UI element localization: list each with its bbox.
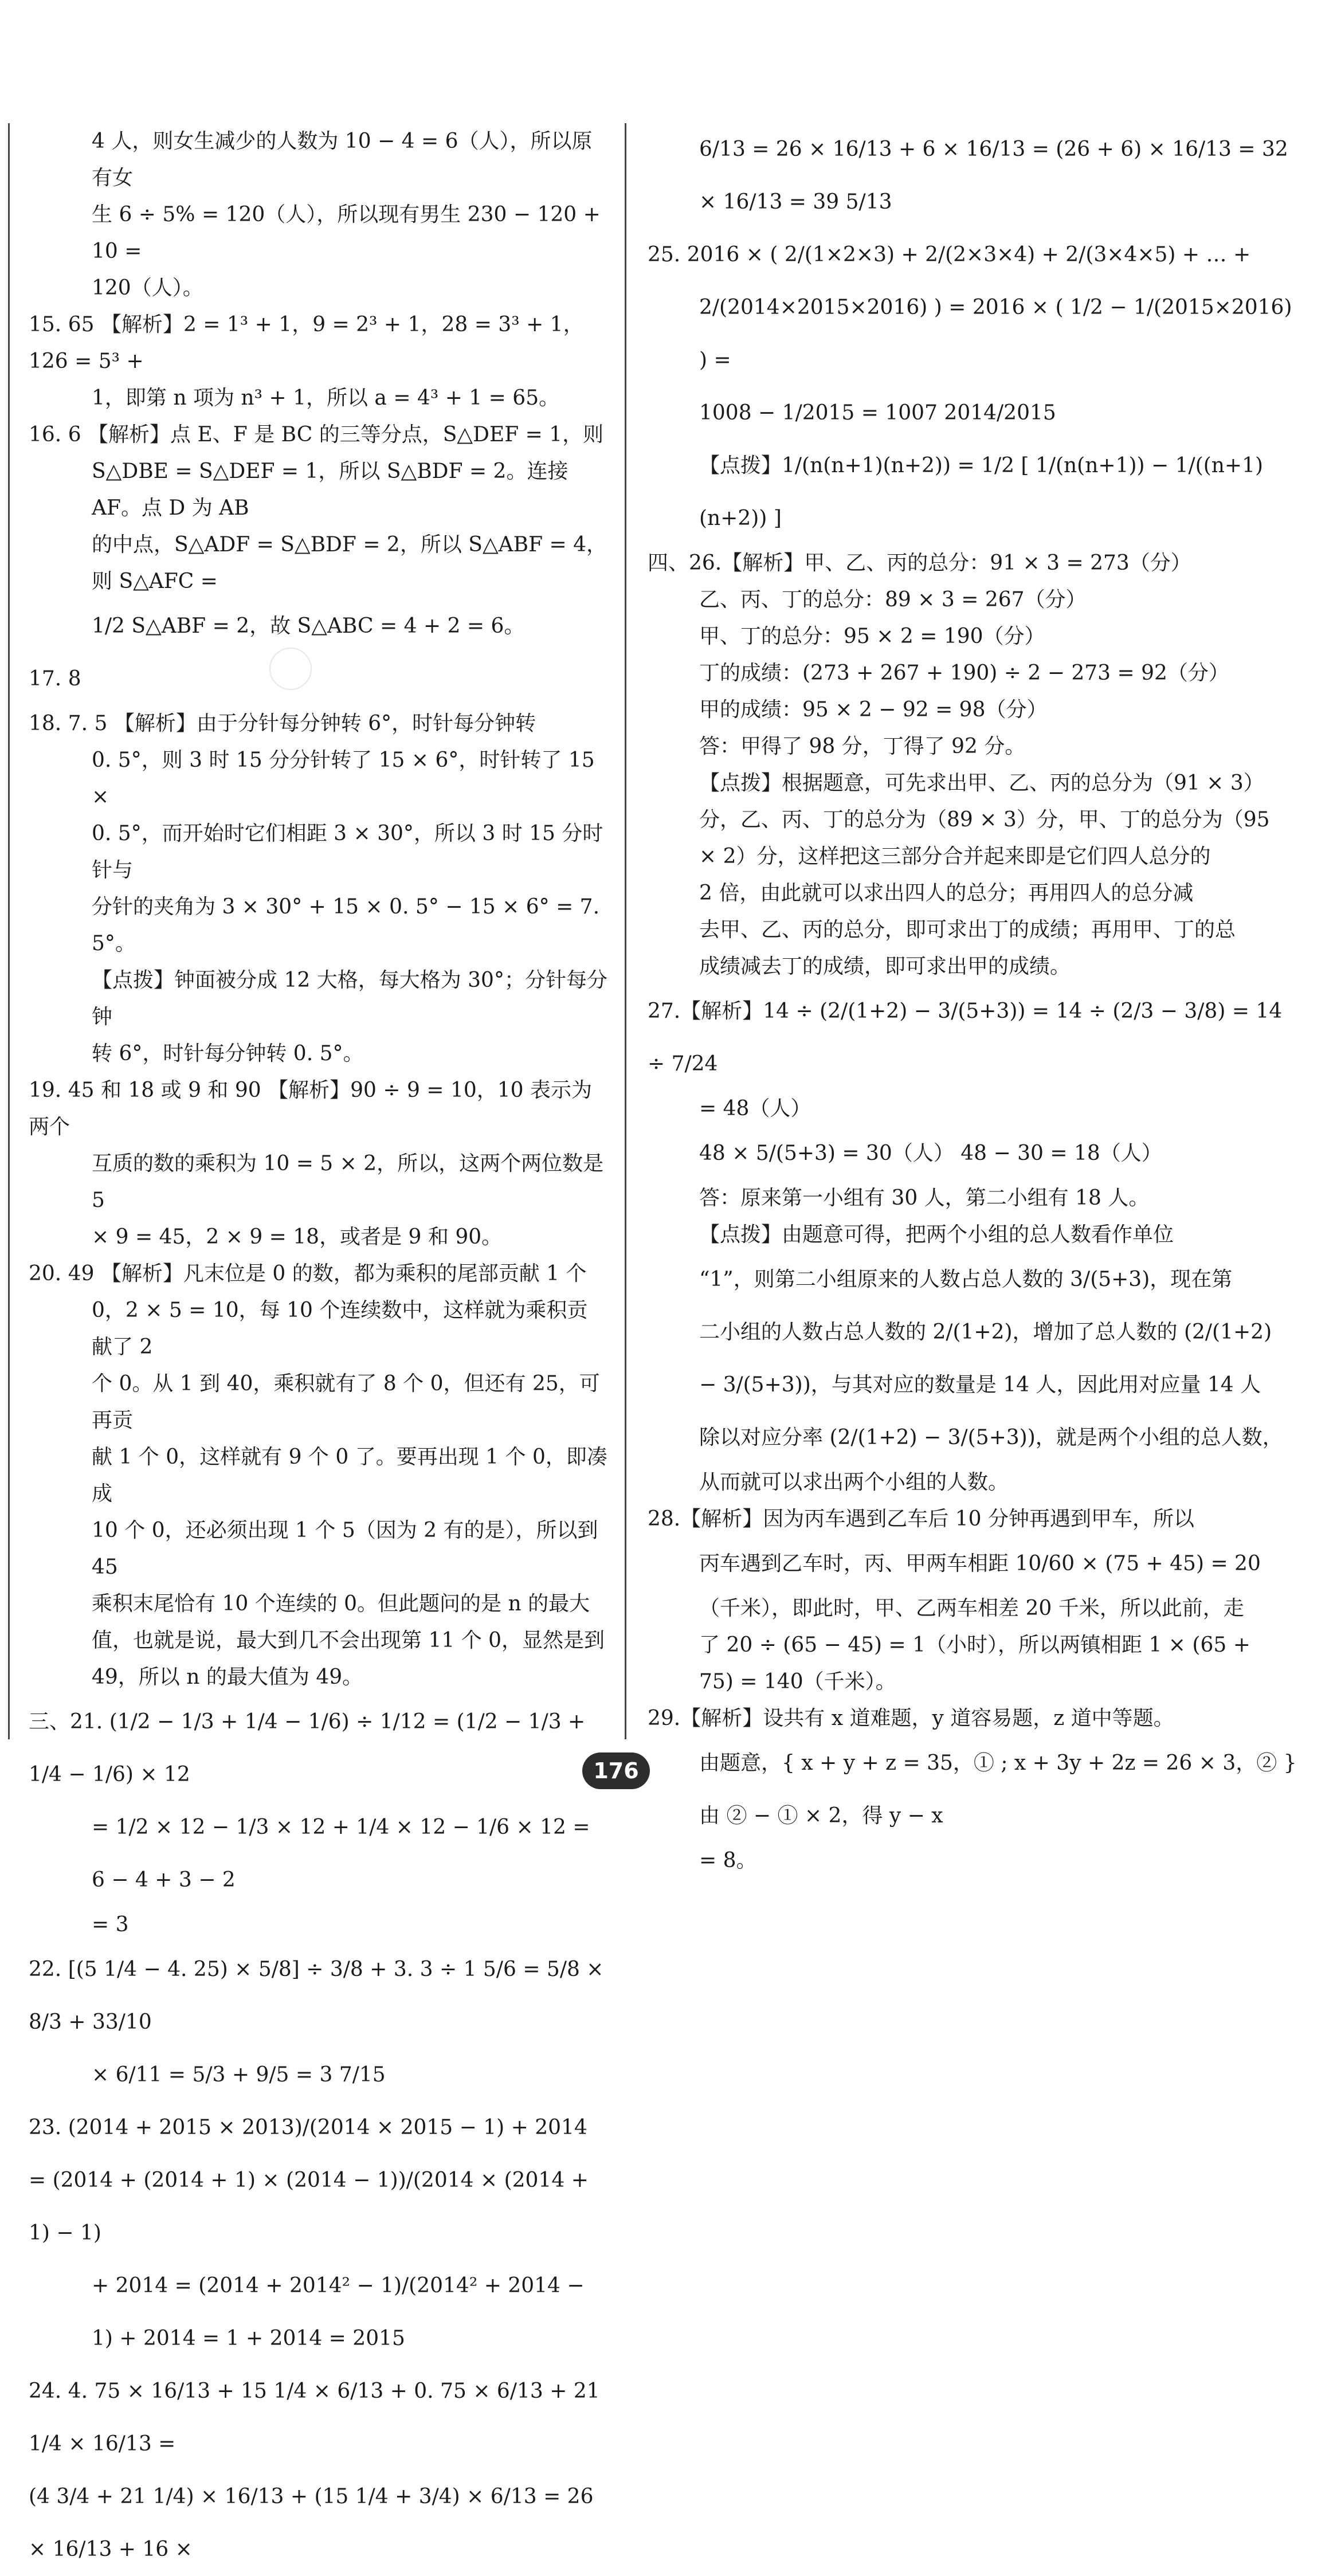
- text-line: 1，即第 n 项为 n³ + 1，所以 a = 4³ + 1 = 65。: [92, 386, 560, 410]
- text-line: 去甲、乙、丙的总分，即可求出丁的成绩；再用甲、丁的总: [699, 918, 1236, 942]
- text-line: 分针的夹角为 3 × 30° + 15 × 0. 5° − 15 × 6° = 7. 5°。: [92, 895, 600, 955]
- text-line: = 1/2 × 12 − 1/3 × 12 + 1/4 × 12 − 1/6 × 12 = 6 − 4 + 3 − 2: [92, 1816, 590, 1892]
- answer-29: 29.【解析】设共有 x 道难题，y 道容易题，z 道中等题。: [648, 1707, 1174, 1730]
- text-line: 2/(2014×2015×2016) ) = 2016 × ( 1/2 − 1/(2015×2016) ) =: [699, 296, 1292, 372]
- text-line: − 3/(5+3))，与其对应的数量是 14 人，因此用对应量 14 人: [699, 1373, 1261, 1397]
- text-line: 1/2 S△ABF = 2，故 S△ABC = 4 + 2 = 6。: [92, 614, 525, 638]
- text-line: 丙车遇到乙车时，丙、甲两车相距 10/60 × (75 + 45) = 20: [699, 1552, 1261, 1575]
- text-line: 转 6°，时针每分钟转 0. 5°。: [92, 1042, 364, 1065]
- text-line: 6/13 = 26 × 16/13 + 6 × 16/13 = (26 + 6) × 16/13 = 32 × 16/13 = 39 5/13: [699, 138, 1288, 214]
- answer-23: 23. (2014 + 2015 × 2013)/(2014 × 2015 − 1) + 2014 = (2014 + (2014 + 1) × (2014 − 1))/(2014 × (2014 + 1) − 1): [29, 2116, 589, 2245]
- left-column: [29, 123, 607, 2576]
- text-line: = 3: [92, 1913, 129, 1936]
- text-line: 了 20 ÷ (65 − 45) = 1（小时），所以两镇相距 1 × (65 +: [699, 1633, 1250, 1657]
- text-line: 48 × 5/(5+3) = 30（人） 48 − 30 = 18（人）: [699, 1142, 1162, 1165]
- text-line: 乙、丙、丁的总分：89 × 3 = 267（分）: [699, 588, 1087, 611]
- text-line: × 6/11 = 5/3 + 9/5 = 3 7/15: [92, 2063, 386, 2087]
- text-line: × 2）分，这样把这三部分合并起来即是它们四人总分的: [699, 845, 1211, 868]
- text-line: 答：甲得了 98 分，丁得了 92 分。: [699, 735, 1026, 758]
- text-line: = 48（人）: [699, 1097, 811, 1120]
- text-line: 生 6 ÷ 5% = 120（人），所以现有男生 230 − 120 + 10 =: [92, 203, 601, 263]
- text-line: 10 个 0，还必须出现 1 个 5（因为 2 有的是），所以到 45: [92, 1519, 598, 1579]
- text-line: 从而就可以求出两个小组的人数。: [699, 1471, 1009, 1494]
- text-line: (4 3/4 + 21 1/4) × 16/13 + (15 1/4 + 3/4) × 6/13 = 26 × 16/13 + 16 ×: [29, 2485, 594, 2561]
- tip-line: 【点拨】由题意可得，把两个小组的总人数看作单位: [699, 1223, 1174, 1246]
- text-line: 120（人）。: [92, 276, 203, 300]
- text-line: 献 1 个 0，这样就有 9 个 0 了。要再出现 1 个 0，即凑成: [92, 1445, 607, 1505]
- tip-line: 【点拨】根据题意，可先求出甲、乙、丙的总分为（91 × 3）: [699, 771, 1264, 795]
- text-line: 丁的成绩：(273 + 267 + 190) ÷ 2 − 273 = 92（分）: [699, 661, 1229, 685]
- answer-25: 25. 2016 × ( 2/(1×2×3) + 2/(2×3×4) + 2/(3×4×5) + … +: [648, 243, 1251, 266]
- right-column: [648, 123, 1301, 1879]
- answer-20: 20. 49 【解析】凡末位是 0 的数，都为乘积的尾部贡献 1 个: [29, 1262, 587, 1285]
- text-line: 分，乙、丙、丁的总分为（89 × 3）分，甲、丁的总分为（95: [699, 808, 1270, 832]
- tip-line: 【点拨】1/(n(n+1)(n+2)) = 1/2 [ 1/(n(n+1)) − 1/((n+1)(n+2)) ]: [699, 454, 1264, 530]
- text-line: × 9 = 45，2 × 9 = 18，或者是 9 和 90。: [92, 1225, 503, 1249]
- text-line: 0，2 × 5 = 10，每 10 个连续数中，这样就为乘积贡献了 2: [92, 1299, 588, 1359]
- answer-21: 三、21. (1/2 − 1/3 + 1/4 − 1/6) ÷ 1/12 = (1/2 − 1/3 + 1/4 − 1/6) × 12: [29, 1710, 586, 1786]
- text-line: S△DBE = S△DEF = 1，所以 S△BDF = 2。连接 AF。点 D 为 AB: [92, 460, 568, 520]
- text-line: 4 人，则女生减少的人数为 10 − 4 = 6（人），所以原有女: [92, 130, 593, 190]
- answer-22: 22. [(5 1/4 − 4. 25) × 5/8] ÷ 3/8 + 3. 3 ÷ 1 5/6 = 5/8 × 8/3 + 33/10: [29, 1958, 604, 2034]
- text-line: 答：原来第一小组有 30 人，第二小组有 18 人。: [699, 1186, 1150, 1210]
- text-line: + 2014 = (2014 + 2014² − 1)/(2014² + 2014 − 1) + 2014 = 1 + 2014 = 2015: [92, 2274, 585, 2350]
- text-line: 0. 5°，则 3 时 15 分分针转了 15 × 6°，时针转了 15 ×: [92, 748, 595, 809]
- answer-16: 16. 6 【解析】点 E、F 是 BC 的三等分点，S△DEF = 1，则: [29, 423, 604, 446]
- page-number: 176: [582, 1752, 650, 1789]
- answer-17: 17. 8: [29, 667, 81, 691]
- text-line: = 8。: [699, 1849, 757, 1872]
- text-line: 49，所以 n 的最大值为 49。: [92, 1665, 363, 1689]
- text-line: “1”，则第二小组原来的人数占总人数的 3/(5+3)，现在第: [699, 1268, 1233, 1291]
- answer-27: 27.【解析】14 ÷ (2/(1+2) − 3/(5+3)) = 14 ÷ (2/3 − 3/8) = 14 ÷ 7/24: [648, 999, 1283, 1076]
- text-line: 由题意，{ x + y + z = 35，① ; x + 3y + 2z = 26 × 3，② } 由 ② − ① × 2，得 y − x: [699, 1751, 1297, 1828]
- answer-28: 28.【解析】因为丙车遇到乙车后 10 分钟再遇到甲车，所以: [648, 1507, 1194, 1531]
- answer-18: 18. 7. 5 【解析】由于分针每分钟转 6°，时针每分钟转: [29, 712, 536, 735]
- text-line: 乘积末尾恰有 10 个连续的 0。但此题问的是 n 的最大: [92, 1592, 590, 1616]
- column-divider: [625, 123, 626, 1739]
- tip-line: 【点拨】钟面被分成 12 大格，每大格为 30°；分针每分钟: [92, 969, 607, 1029]
- text-line: 2 倍，由此就可以求出四人的总分；再用四人的总分减: [699, 881, 1194, 905]
- text-line: 的中点，S△ADF = S△BDF = 2，所以 S△ABF = 4，则 S△AFC =: [92, 533, 607, 593]
- answer-26: 四、26.【解析】甲、乙、丙的总分：91 × 3 = 273（分）: [648, 551, 1191, 575]
- text-line: 0. 5°，而开始时它们相距 3 × 30°，所以 3 时 15 分时针与: [92, 822, 603, 882]
- left-margin-rule: [8, 123, 10, 1739]
- text-line: 互质的数的乘积为 10 = 5 × 2，所以，这两个两位数是 5: [92, 1152, 604, 1212]
- answer-15: 15. 65 【解析】2 = 1³ + 1，9 = 2³ + 1，28 = 3³ + 1，126 = 5³ +: [29, 313, 584, 373]
- text-line: 甲、丁的总分：95 × 2 = 190（分）: [699, 625, 1045, 648]
- answer-19: 19. 45 和 18 或 9 和 90 【解析】90 ÷ 9 = 10，10 表示为两个: [29, 1079, 593, 1139]
- text-line: 甲的成绩：95 × 2 − 92 = 98（分）: [699, 698, 1048, 722]
- text-line: 个 0。从 1 到 40，乘积就有了 8 个 0，但还有 25，可再贡: [92, 1372, 600, 1432]
- text-line: 75) = 140（千米）。: [699, 1670, 896, 1693]
- text-line: 成绩减去丁的成绩，即可求出甲的成绩。: [699, 955, 1071, 978]
- text-line: 1008 − 1/2015 = 1007 2014/2015: [699, 401, 1056, 425]
- text-line: 值，也就是说，最大到几不会出现第 11 个 0，显然是到: [92, 1629, 605, 1652]
- text-line: 二小组的人数占总人数的 2/(1+2)，增加了总人数的 (2/(1+2): [699, 1320, 1272, 1344]
- text-line: （千米），即此时，甲、乙两车相差 20 千米，所以此前，走: [699, 1597, 1244, 1620]
- answer-24: 24. 4. 75 × 16/13 + 15 1/4 × 6/13 + 0. 75 × 6/13 + 21 1/4 × 16/13 =: [29, 2379, 600, 2456]
- text-line: 除以对应分率 (2/(1+2) − 3/(5+3))，就是两个小组的总人数，: [699, 1426, 1283, 1449]
